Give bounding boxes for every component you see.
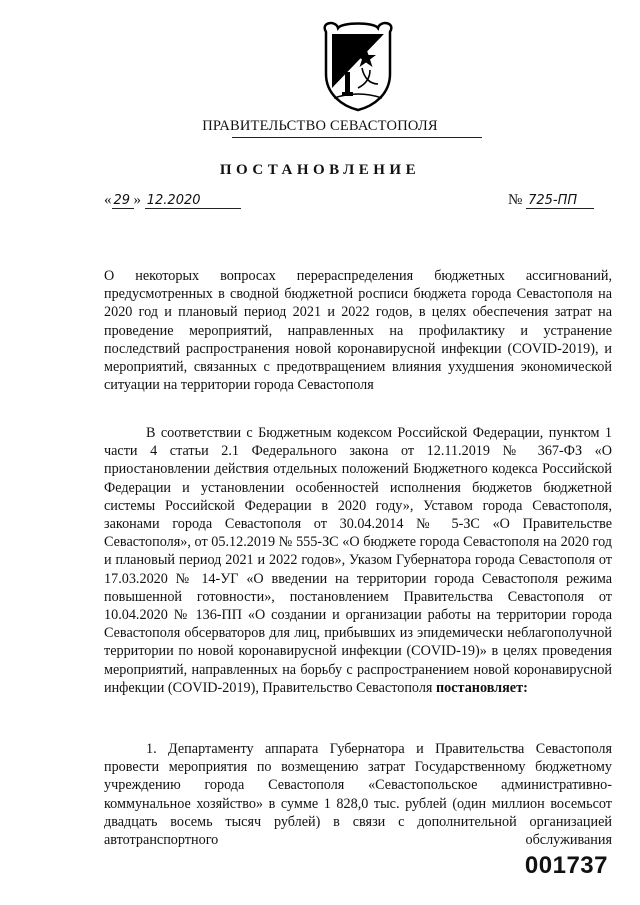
document-date <box>104 192 241 209</box>
date-month-year: 12.2020 <box>145 193 241 209</box>
date-day: 29 <box>112 193 134 209</box>
item-1-paragraph: 1. Департаменту аппарата Губернатора и Правительства Севастополя провести мероприятия по возмещению затрат Государственному бюджетному учреждению города Севастополя «Севастопольское административно-коммунальное хозяйство» в сумме 1 828,0 тыс. рублей (один миллион восемьсот двадцать восемь тысяч рублей) в связи с дополнительной организацией автотранспортного обслуживания <box>104 741 612 849</box>
date-close-quote: » <box>133 192 141 208</box>
preamble-text: В соответствии с Бюджетным кодексом Российской Федерации, пунктом 1 части 4 статьи 2.1 Федерального закона от 12.11.2019 № 367-ФЗ «О приостановлении действия отдельных положений Бюджетного кодекса Российской Федерации и установлении особенностей исполнения бюджетов бюджетной системы Российской Федерации в 2020 году», Уставом города Севастополя, законами города Севастополя от 30.04.2014 № 5-ЗС «О Правительстве Севастополя», от 05.12.2019 № 555-ЗС «О бюджете города Севастополя на 2020 год и плановый период 2021 и 2022 годов», Указом Губернатора города Севастополя от 17.03.2020 № 14-УГ «О введении на территории города Севастополя режима повышенной готовности», постановлением Правительства Севастополя от 10.04.2020 № 136-ПП «О создании и организации работы на территории города Севастополя обсерваторов для лиц, прибывших из эпидемически неблагополучной территории по новой коронавирусной инфекции (COVID-19)» в целях проведения мероприятий, направленных на борьбу с распространением новой коронавирусной инфекции (COVID-2019), Правительство Севастополя <box>104 425 612 696</box>
number-prefix: № <box>508 192 523 208</box>
resolves-word: постановляет: <box>435 679 528 696</box>
document-title: О некоторых вопросах перераспределения бюджетных ассигнований, предусмотренных в сводной бюджетной росписи бюджета города Севастополя на 2020 год и плановый период 2021 и 2022 годов, в целях обеспечения затрат на проведение мероприятий, направленных на профилактику и устранение последствий распространения новой коронавирусной инфекции (COVID-2019), и мероприятий, связанных с предотвращением влияния ухудшения экономической ситуации на территории города Севастополя <box>104 268 612 394</box>
government-title: ПРАВИТЕЛЬСТВО СЕВАСТОПОЛЯ <box>202 118 438 134</box>
number-value: 725-ПП <box>526 193 594 209</box>
document-type: ПОСТАНОВЛЕНИЕ <box>219 162 421 178</box>
document-number <box>508 192 594 209</box>
serial-number: 001737 <box>524 852 608 879</box>
title-underline <box>232 137 482 138</box>
preamble-paragraph <box>104 424 612 697</box>
date-open-quote: « <box>104 192 112 208</box>
sevastopol-coat-of-arms-icon <box>318 18 398 112</box>
